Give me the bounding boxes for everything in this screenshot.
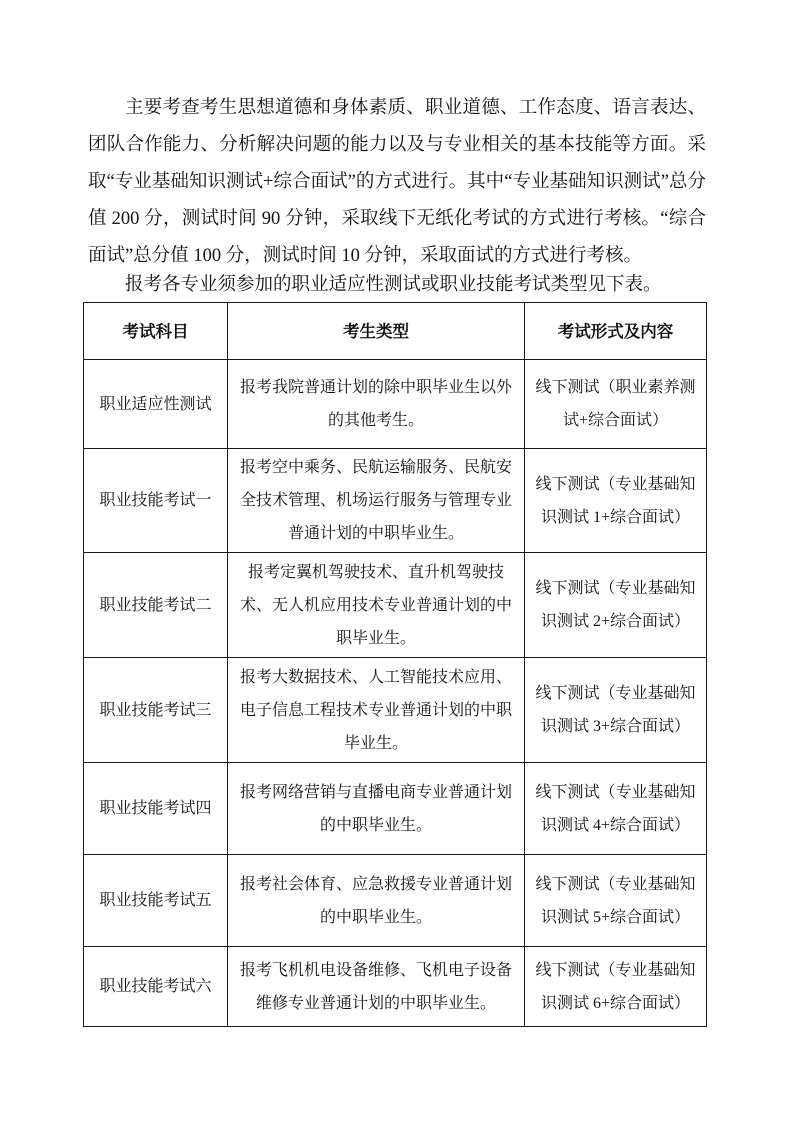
cell-exam-format: 线下测试（专业基础知识测试 1+综合面试） xyxy=(525,449,707,553)
cell-exam-format: 线下测试（专业基础知识测试 4+综合面试） xyxy=(525,763,707,855)
cell-exam-format: 线下测试（专业基础知识测试 2+综合面试） xyxy=(525,553,707,658)
header-exam-format: 考试形式及内容 xyxy=(525,303,707,360)
cell-exam-subject: 职业技能考试六 xyxy=(84,947,228,1027)
table-lead-paragraph: 报考各专业须参加的职业适应性测试或职业技能考试类型见下表。 xyxy=(125,275,662,295)
table-header-row xyxy=(84,303,707,360)
table-row xyxy=(84,763,707,855)
table-row xyxy=(84,855,707,947)
exam-table-body xyxy=(84,360,707,1027)
cell-exam-subject: 职业适应性测试 xyxy=(84,360,228,449)
cell-candidate-type: 报考社会体育、应急救援专业普通计划的中职毕业生。 xyxy=(228,855,525,947)
cell-candidate-type: 报考空中乘务、民航运输服务、民航安全技术管理、机场运行服务与管理专业普通计划的中职毕业生。 xyxy=(228,449,525,553)
cell-candidate-type: 报考定翼机驾驶技术、直升机驾驶技术、无人机应用技术专业普通计划的中职毕业生。 xyxy=(228,553,525,658)
cell-candidate-type: 报考飞机机电设备维修、飞机电子设备维修专业普通计划的中职毕业生。 xyxy=(228,947,525,1027)
table-row xyxy=(84,658,707,763)
table-row xyxy=(84,947,707,1027)
cell-exam-subject: 职业技能考试三 xyxy=(84,658,228,763)
table-row xyxy=(84,553,707,658)
cell-exam-subject: 职业技能考试五 xyxy=(84,855,228,947)
cell-exam-format: 线下测试（专业基础知识测试 6+综合面试） xyxy=(525,947,707,1027)
table-row xyxy=(84,449,707,553)
cell-exam-subject: 职业技能考试二 xyxy=(84,553,228,658)
cell-exam-format: 线下测试（专业基础知识测试 5+综合面试） xyxy=(525,855,707,947)
exam-table-header xyxy=(84,303,707,360)
cell-exam-format: 线下测试（专业基础知识测试 3+综合面试） xyxy=(525,658,707,763)
cell-candidate-type: 报考网络营销与直播电商专业普通计划的中职毕业生。 xyxy=(228,763,525,855)
header-candidate-type: 考生类型 xyxy=(228,303,525,360)
cell-candidate-type: 报考我院普通计划的除中职毕业生以外的其他考生。 xyxy=(228,360,525,449)
table-row xyxy=(84,360,707,449)
cell-exam-subject: 职业技能考试一 xyxy=(84,449,228,553)
cell-exam-subject: 职业技能考试四 xyxy=(84,763,228,855)
intro-paragraph: 主要考查考生思想道德和身体素质、职业道德、工作态度、语言表达、团队合作能力、分析解决问题的能力以及与专业相关的基本技能等方面。采取“专业基础知识测试+综合面试”的方式进行。其中“专业基础知识测试”总分值 200 分，测试时间 90 分钟，采取线下无纸化考试的方式进行考核。“综合面试”总分值 100 分，测试时间 10 分钟，采取面试的方式进行考核。 xyxy=(88,98,706,266)
exam-type-table xyxy=(83,302,707,1027)
header-exam-subject: 考试科目 xyxy=(84,303,228,360)
cell-exam-format: 线下测试（职业素养测试+综合面试） xyxy=(525,360,707,449)
cell-candidate-type: 报考大数据技术、人工智能技术应用、电子信息工程技术专业普通计划的中职毕业生。 xyxy=(228,658,525,763)
